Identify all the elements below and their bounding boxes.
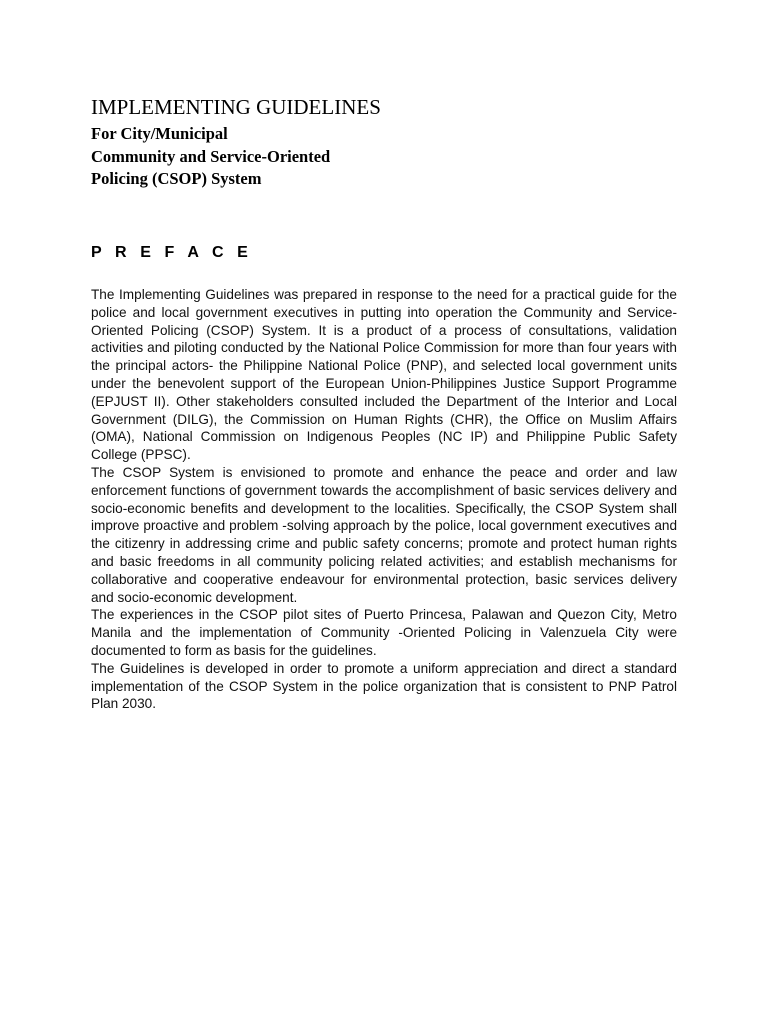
document-title: IMPLEMENTING GUIDELINES bbox=[91, 95, 381, 119]
subtitle-line-1: For City/Municipal bbox=[91, 124, 228, 143]
subtitle-line-3: Policing (CSOP) System bbox=[91, 169, 262, 188]
preface-paragraph-3: The experiences in the CSOP pilot sites of Puerto Princesa, Palawan and Quezon City, Metro Manila and the implementation of Community -Oriented Policing in Valenzuela City were documented to form as basis for the guidelines. bbox=[91, 607, 677, 658]
preface-heading: P R E F A C E bbox=[91, 244, 253, 261]
subtitle-line-2: Community and Service-Oriented bbox=[91, 146, 331, 166]
preface-paragraph-2: The CSOP System is envisioned to promote and enhance the peace and order and law enforcement functions of government towards the accomplishment of basic services delivery and socio-economic benefits and development to the localities. Specifically, the CSOP System shall improve proactive and problem -solving approach by the police, local government executives and the citizenry in addressing crime and public safety concerns; promote and protect human rights and basic freedoms in all community policing related activities; and establish mechanisms for collaborative and cooperative endeavour for environmental protection, basic services delivery and socio-economic development. bbox=[91, 464, 677, 605]
preface-paragraph-1: The Implementing Guidelines was prepared in response to the need for a practical guide for the police and local government executives in putting into operation the Community and Service-Oriented Policing (CSOP) System. It is a product of a process of consultations, validation activities and piloting conducted by the National Police Commission for more than four years with the principal actors- the Philippine National Police (PNP), and selected local government units under the benevolent support of the European Union-Philippines Justice Support Programme (EPJUST II). Other stakeholders consulted included the Department of the Interior and Local Government (DILG), the Commission on Human Rights (CHR), the Office on Muslim Affairs (OMA), National Commission on Indigenous Peoples (NC IP) and Philippine Public Safety College (PPSC). bbox=[91, 287, 677, 463]
preface-paragraph-4: The Guidelines is developed in order to promote a uniform appreciation and direct a standard implementation of the CSOP System in the police organization that is consistent to PNP Patrol Plan 2030. bbox=[91, 660, 677, 712]
document-subtitle bbox=[91, 123, 330, 191]
preface-body bbox=[91, 286, 677, 713]
